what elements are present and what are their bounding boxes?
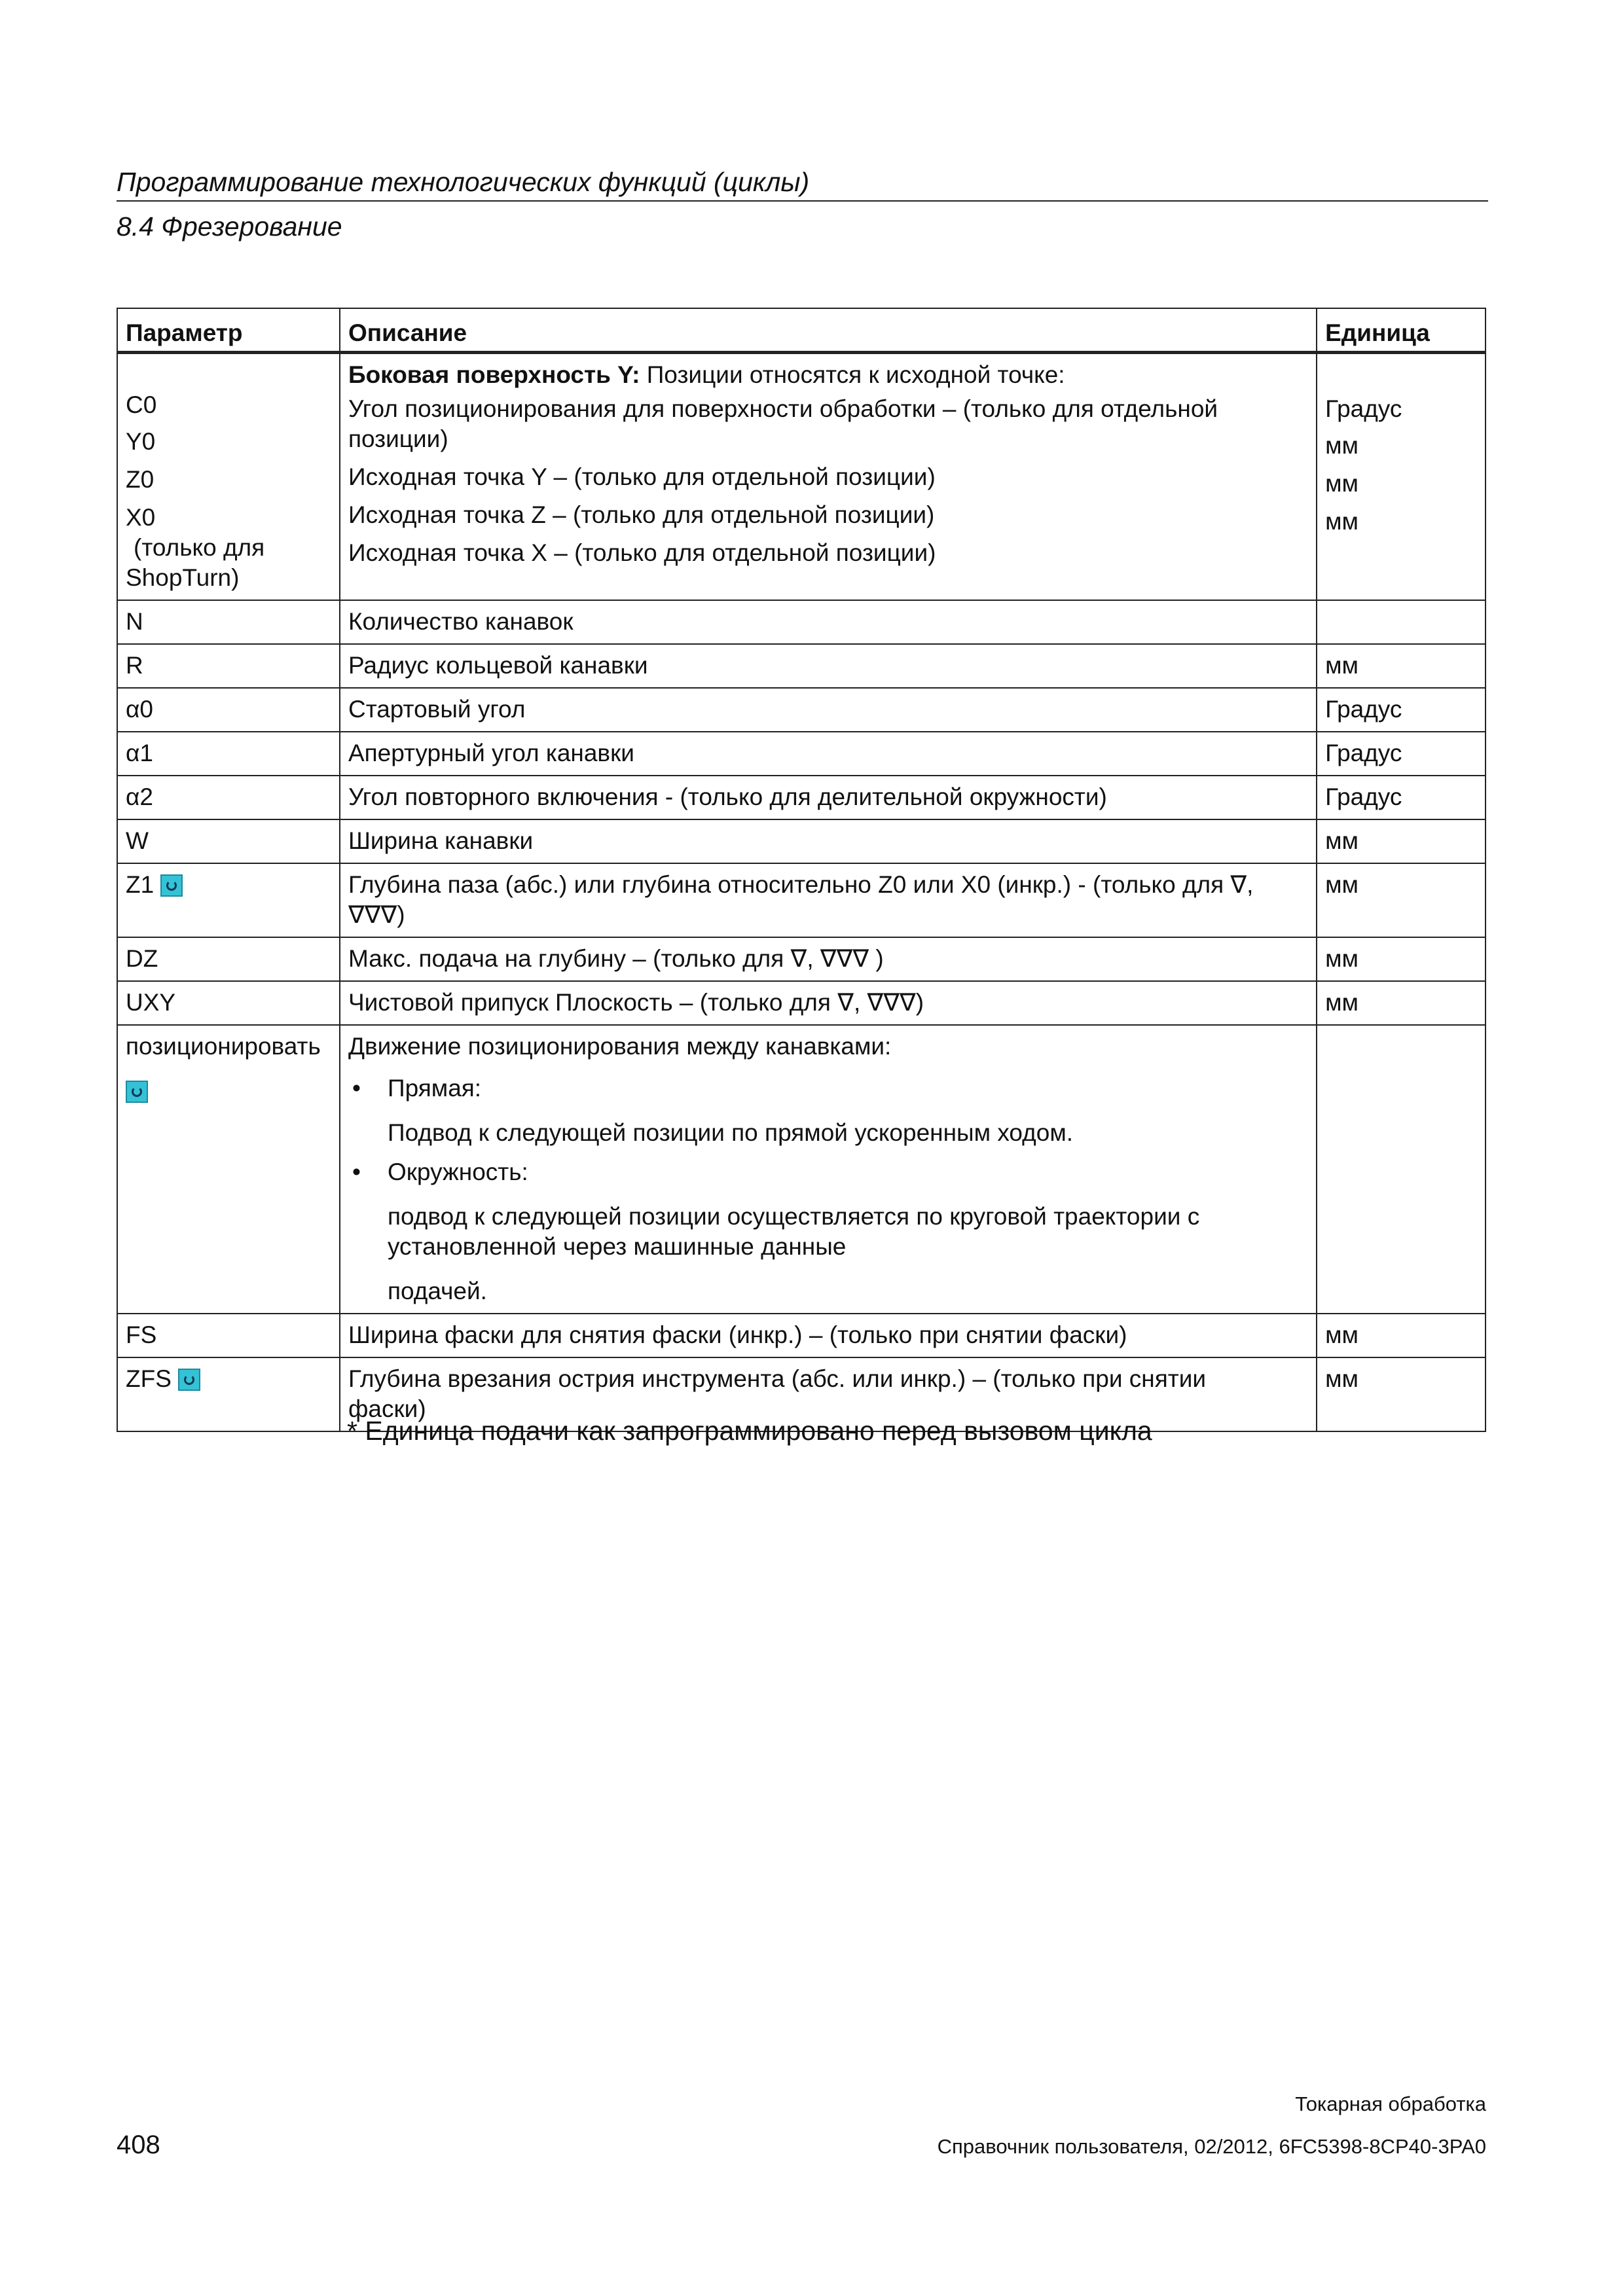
footer-reference: Справочник пользователя, 02/2012, 6FC5398-8CP40-3PA0 (937, 2135, 1486, 2158)
param-z1: Z1 (126, 871, 155, 898)
desc-alpha2: Угол повторного включения - (только для делительной окружности) (340, 776, 1317, 819)
cycle-toggle-icon[interactable] (126, 1081, 148, 1103)
unit-cell (1317, 353, 1486, 601)
param-uxy: UXY (117, 981, 340, 1025)
option-circle: • Окружность: (348, 1157, 1308, 1187)
description-cell (340, 353, 1317, 601)
unit-z0: мм (1325, 470, 1359, 497)
param-y0: Y0 (126, 428, 156, 455)
page-number: 408 (117, 2130, 160, 2159)
desc-uxy: Чистовой припуск Плоскость – (только для ∇, ∇∇∇) (340, 981, 1317, 1025)
param-n: N (117, 600, 340, 644)
unit-y0: мм (1325, 432, 1359, 459)
table-row (117, 732, 1486, 776)
param-alpha2: α2 (117, 776, 340, 819)
footer-title: Токарная обработка (1295, 2092, 1486, 2115)
unit-zfs: мм (1317, 1357, 1486, 1431)
unit-positioning (1317, 1025, 1486, 1314)
footnote: * Единица подачи как запрограммировано перед вызовом цикла (347, 1416, 1152, 1446)
desc-zfs-cont: фаски) (348, 1395, 426, 1422)
option-line: • Прямая: (348, 1073, 1308, 1103)
section-title: 8.4 Фрезерование (117, 211, 342, 242)
param-cell (117, 1025, 340, 1314)
param-w: W (117, 819, 340, 863)
unit-r: мм (1317, 644, 1486, 688)
table-row (117, 644, 1486, 688)
desc-z1: Глубина паза (абс.) или глубина относительно Z0 или X0 (инкр.) - (только для ∇, (348, 871, 1254, 898)
desc-dz: Макс. подача на глубину – (только для ∇, ∇∇∇ ) (340, 937, 1317, 981)
unit-n (1317, 600, 1486, 644)
desc-zfs: Глубина врезания острия инструмента (абс. или инкр.) – (только при снятии (348, 1365, 1207, 1392)
param-alpha0: α0 (117, 688, 340, 732)
param-x0-note: (только для (134, 534, 265, 561)
desc-positioning-intro: Движение позиционирования между канавками: (348, 1033, 892, 1060)
param-cell (117, 353, 340, 601)
table-row-side-surface (117, 353, 1486, 601)
desc-w: Ширина канавки (340, 819, 1317, 863)
table-row (117, 819, 1486, 863)
desc-alpha0: Стартовый угол (340, 688, 1317, 732)
chapter-title: Программирование технологических функций (циклы) (117, 167, 810, 197)
param-x0-note-2: ShopTurn) (126, 564, 240, 591)
option-line-text: Подвод к следующей позиции по прямой ускоренным ходом. (387, 1119, 1074, 1146)
desc-c0: Угол позиционирования для поверхности обработки – (только для отдельной (348, 395, 1218, 422)
option-circle-text-2: установленной через машинные данные (387, 1233, 847, 1260)
unit-x0: мм (1325, 508, 1359, 535)
unit-alpha0: Градус (1317, 688, 1486, 732)
unit-c0: Градус (1325, 395, 1402, 422)
desc-x0: Исходная точка X – (только для отдельной позиции) (348, 539, 936, 566)
table-row (117, 688, 1486, 732)
cycle-toggle-icon[interactable] (178, 1369, 200, 1391)
parameter-table (117, 308, 1486, 1432)
cycle-toggle-icon[interactable] (160, 874, 183, 897)
page-header (117, 165, 1488, 243)
unit-fs: мм (1317, 1314, 1486, 1357)
param-dz: DZ (117, 937, 340, 981)
desc-fs: Ширина фаски для снятия фаски (инкр.) – (только при снятии фаски) (340, 1314, 1317, 1357)
unit-alpha1: Градус (1317, 732, 1486, 776)
description-cell (340, 863, 1317, 937)
table-row (117, 1314, 1486, 1357)
param-cell (117, 863, 340, 937)
unit-alpha2: Градус (1317, 776, 1486, 819)
table-header-row (117, 308, 1486, 353)
table-row (117, 776, 1486, 819)
param-z0: Z0 (126, 466, 155, 493)
column-header-description: Описание (340, 308, 1317, 353)
desc-c0-cont: позиции) (348, 425, 448, 452)
param-positioning: позиционировать (126, 1033, 321, 1060)
param-zfs: ZFS (126, 1365, 172, 1392)
param-fs: FS (117, 1314, 340, 1357)
param-r: R (117, 644, 340, 688)
desc-alpha1: Апертурный угол канавки (340, 732, 1317, 776)
unit-w: мм (1317, 819, 1486, 863)
desc-z0: Исходная точка Z – (только для отдельной позиции) (348, 501, 935, 528)
unit-z1: мм (1317, 863, 1486, 937)
side-surface-heading: Боковая поверхность Y: Позиции относятся к исходной точке: (348, 361, 1065, 388)
table-row-positioning (117, 1025, 1486, 1314)
header-divider (117, 200, 1488, 202)
table-row (117, 981, 1486, 1025)
table-row (117, 937, 1486, 981)
desc-z1-cont: ∇∇∇) (348, 901, 405, 928)
description-cell (340, 1025, 1317, 1314)
column-header-param: Параметр (117, 308, 340, 353)
desc-r: Радиус кольцевой канавки (340, 644, 1317, 688)
option-circle-text-3: подачей. (387, 1278, 487, 1304)
column-header-unit: Единица (1317, 308, 1486, 353)
param-x0: X0 (126, 504, 156, 531)
desc-y0: Исходная точка Y – (только для отдельной позиции) (348, 463, 936, 490)
param-cell (117, 1357, 340, 1431)
unit-uxy: мм (1317, 981, 1486, 1025)
param-alpha1: α1 (117, 732, 340, 776)
table-row (117, 600, 1486, 644)
table-row-z1 (117, 863, 1486, 937)
desc-n: Количество канавок (340, 600, 1317, 644)
option-circle-text: подвод к следующей позиции осуществляется по круговой траектории с (387, 1203, 1200, 1230)
param-c0: C0 (126, 391, 157, 418)
unit-dz: мм (1317, 937, 1486, 981)
